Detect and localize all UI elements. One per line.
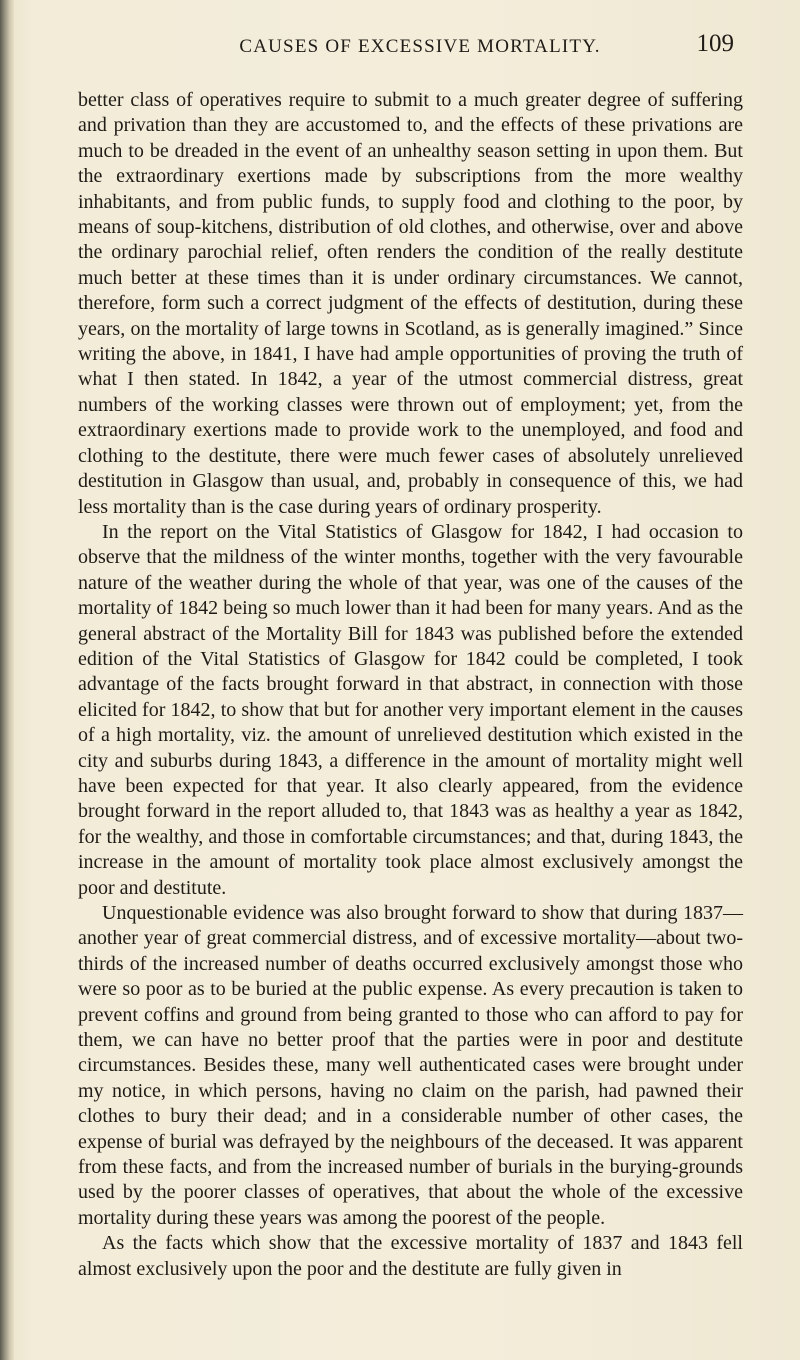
running-title: CAUSES OF EXCESSIVE MORTALITY. xyxy=(239,36,601,57)
paragraph-1: better class of operatives require to submit to a much greater degree of suffering and privation than they are accustomed to, and the effects of these privations are much to be dreaded in the event of an unhealthy season setting in upon them. But the extraordinary exertions made by subscriptions from the more wealthy inhabitants, and from public funds, to supply food and clothing to the poor, by means of soup-kitchens, distribution of old clothes, and otherwise, over and above the ordinary parochial relief, often renders the condition of the really destitute much better at these times than it is under ordinary circumstances. We cannot, therefore, form such a correct judgment of the effects of destitution, during these years, on the mortality of large towns in Scotland, as is generally imagined.” Since writing the above, in 1841, I have had ample opportunities of proving the truth of what I then stated. In 1842, a year of the utmost commercial distress, great numbers of the working classes were thrown out of employment; yet, from the extraordinary exertions made to provide work to the unemployed, and food and clothing to the destitute, there were much fewer cases of absolutely unrelieved destitution in Glasgow than usual, and, probably in consequence of this, we had less mortality than is the case during years of ordinary prosperity. xyxy=(78,89,743,518)
page-header xyxy=(60,30,740,70)
paragraph-4: As the facts which show that the excessive mortality of 1837 and 1843 fell almost exclusively upon the poor and the destitute are fully given in xyxy=(78,1232,743,1280)
paragraph-3: Unquestionable evidence was also brought forward to show that during 1837—another year of great commercial distress, and of excessive mortality—about two-thirds of the increased number of deaths occurred exclusively amongst those who were so poor as to be buried at the public expense. As every precaution is taken to prevent coffins and ground from being granted to those who can afford to pay for them, we can have no better proof that the parties were in poor and destitute circumstances. Besides these, many well authenticated cases were brought under my notice, in which persons, having no claim on the parish, had pawned their clothes to bury their dead; and in a considerable number of other cases, the expense of burial was defrayed by the neighbours of the deceased. It was apparent from these facts, and from the increased number of burials in the burying-grounds used by the poorer classes of operatives, that about the whole of the excessive mortality during these years was among the poorest of the people. xyxy=(78,902,743,1229)
page-number: 109 xyxy=(696,30,734,57)
paragraph-2: In the report on the Vital Statistics of Glasgow for 1842, I had occasion to observe that the mildness of the winter months, together with the very favourable nature of the weather during the whole of that year, was one of the causes of the mortality of 1842 being so much lower than it had been for many years. And as the general abstract of the Mortality Bill for 1843 was published before the extended edition of the Vital Statistics of Glasgow for 1842 could be completed, I took advantage of the facts brought forward in that abstract, in connection with those elicited for 1842, to show that but for another very important element in the causes of a high mortality, viz. the amount of unrelieved destitution which existed in the city and suburbs during 1843, a difference in the amount of mortality might well have been expected for that year. It also clearly appeared, from the evidence brought forward in the report alluded to, that 1843 was as healthy a year as 1842, for the wealthy, and those in comfortable circumstances; and that, during 1843, the increase in the amount of mortality took place almost exclusively amongst the poor and destitute. xyxy=(78,520,743,899)
body-text xyxy=(78,88,743,1282)
page-spine-shadow xyxy=(0,0,14,1360)
